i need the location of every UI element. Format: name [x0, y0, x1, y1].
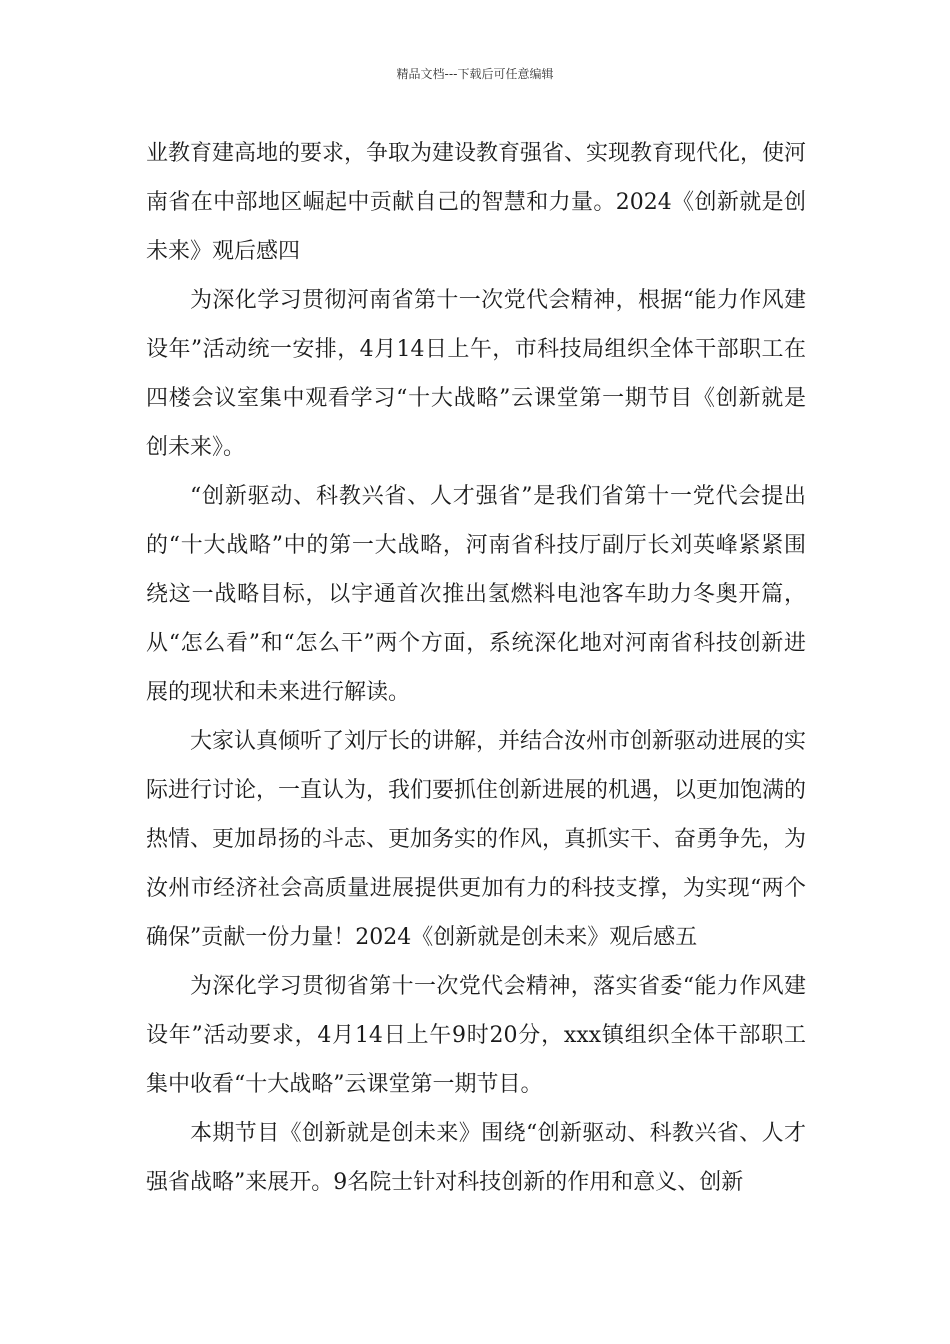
paragraph-5: 为深化学习贯彻省第十一次党代会精神，落实省委“能力作风建设年”活动要求，4月14日上午9时20分，xxx镇组织全体干部职工集中收看“十大战略”云课堂第一期节目。 [146, 974, 806, 1097]
paragraph-3: “创新驱动、科教兴省、人才强省”是我们省第十一党代会提出的“十大战略”中的第一大战略，河南省科技厅副厅长刘英峰紧紧围绕这一战略目标，以宇通首次推出氢燃料电池客车助力冬奥开篇，从“怎么看”和“怎么干”两个方面，系统深化地对河南省科技创新进展的现状和未来进行解读。 [146, 484, 806, 705]
paragraph-1: 业教育建高地的要求，争取为建设教育强省、实现教育现代化，使河南省在中部地区崛起中贡献自己的智慧和力量。2024《创新就是创未来》观后感四 [146, 141, 807, 264]
paragraph-6: 本期节目《创新就是创未来》围绕“创新驱动、科教兴省、人才强省战略”来展开。9名院士针对科技创新的作用和意义、创新 [146, 1121, 806, 1195]
paragraph-4: 大家认真倾听了刘厅长的讲解，并结合汝州市创新驱动进展的实际进行讨论，一直认为，我们要抓住创新进展的机遇，以更加饱满的热情、更加昂扬的斗志、更加务实的作风，真抓实干、奋勇争先，为汝州市经济社会高质量进展提供更加有力的科技支撑，为实现“两个确保”贡献一份力量！2024《创新就是创未来》观后感五 [146, 729, 807, 950]
page-header: 精品文档---下载后可任意编辑 [396, 67, 554, 81]
paragraph-2: 为深化学习贯彻河南省第十一次党代会精神，根据“能力作风建设年”活动统一安排，4月14日上午，市科技局组织全体干部职工在四楼会议室集中观看学习“十大战略”云课堂第一期节目《创新就是创未来》。 [146, 288, 806, 460]
document-body [146, 129, 806, 1207]
